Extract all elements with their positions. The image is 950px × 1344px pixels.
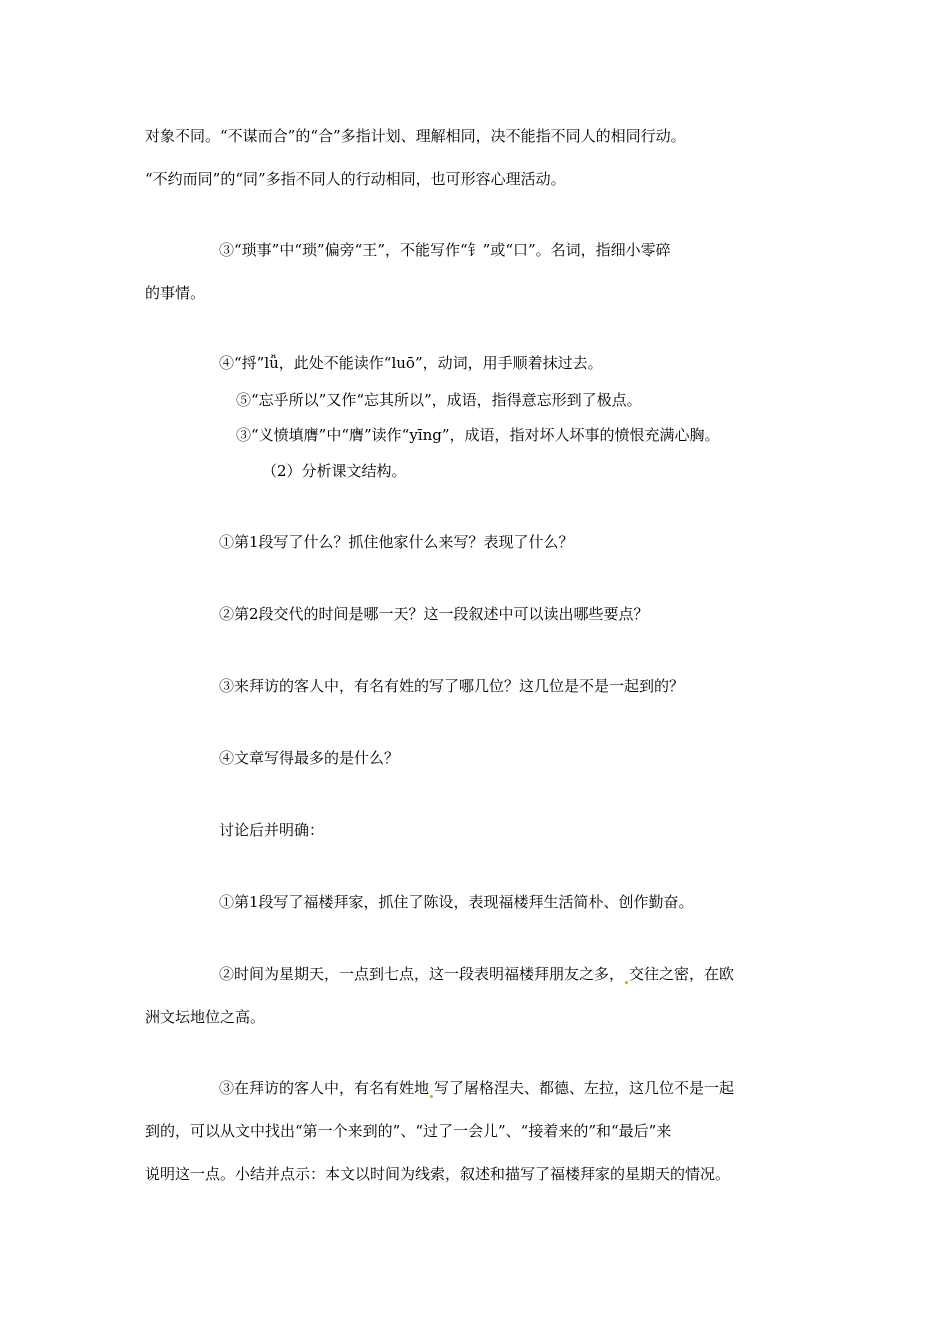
text-line: 到的，可以从文中找出“第一个来到的”、“过了一会儿”、“接着来的”和“最后”来 bbox=[145, 1122, 672, 1140]
text-line: （2）分析课文结构。 bbox=[262, 462, 407, 480]
text-line: ③“琐事”中“琐”偏旁“王”，不能写作“钅”或“口”。名词，指细小零碎 bbox=[219, 241, 671, 259]
text-line: ③来拜访的客人中，有名有姓的写了哪几位？这几位是不是一起到的？ bbox=[219, 677, 685, 695]
text-line: ④“捋”lǚ，此处不能读作“luō”，动词，用手顺着抹过去。 bbox=[219, 354, 603, 372]
text-line: ①第1段写了福楼拜家，抓住了陈设，表现福楼拜生活简朴、创作勤奋。 bbox=[219, 893, 694, 911]
text-line: ①第1段写了什么？抓住他家什么来写？表现了什么？ bbox=[219, 533, 574, 551]
revision-mark bbox=[430, 1095, 433, 1098]
revision-mark bbox=[625, 981, 628, 984]
text-span: ②时间为星期天，一点到七点，这一段表明福楼拜朋友之多， bbox=[219, 965, 625, 983]
text-span: 交往之密，在欧 bbox=[629, 965, 735, 983]
text-span: 写了屠格涅夫、都德、左拉，这几位不是一起 bbox=[434, 1079, 735, 1097]
text-line: 讨论后并明确： bbox=[219, 821, 325, 839]
text-line: 洲文坛地位之高。 bbox=[145, 1008, 266, 1026]
text-line bbox=[219, 1078, 734, 1098]
text-line: ④文章写得最多的是什么？ bbox=[219, 749, 400, 767]
text-line: ③“义愤填膺”中“膺”读作“yīng”，成语，指对坏人坏事的愤恨充满心胸。 bbox=[236, 426, 720, 444]
text-line: ⑤“忘乎所以”又作“忘其所以”，成语，指得意忘形到了极点。 bbox=[236, 391, 642, 409]
text-line: 对象不同。“不谋而合”的“合”多指计划、理解相同，决不能指不同人的相同行动。 bbox=[145, 127, 686, 145]
text-line: 说明这一点。小结并点示：本文以时间为线索，叙述和描写了福楼拜家的星期天的情况。 bbox=[145, 1165, 731, 1183]
text-line: ②第2段交代的时间是哪一天？这一段叙述中可以读出哪些要点？ bbox=[219, 605, 649, 623]
text-span: ③在拜访的客人中，有名有姓地 bbox=[219, 1079, 430, 1097]
text-line bbox=[219, 964, 734, 984]
text-line: 的事情。 bbox=[145, 284, 206, 302]
text-line: “不约而同”的“同”多指不同人的行动相同，也可形容心理活动。 bbox=[145, 170, 566, 188]
